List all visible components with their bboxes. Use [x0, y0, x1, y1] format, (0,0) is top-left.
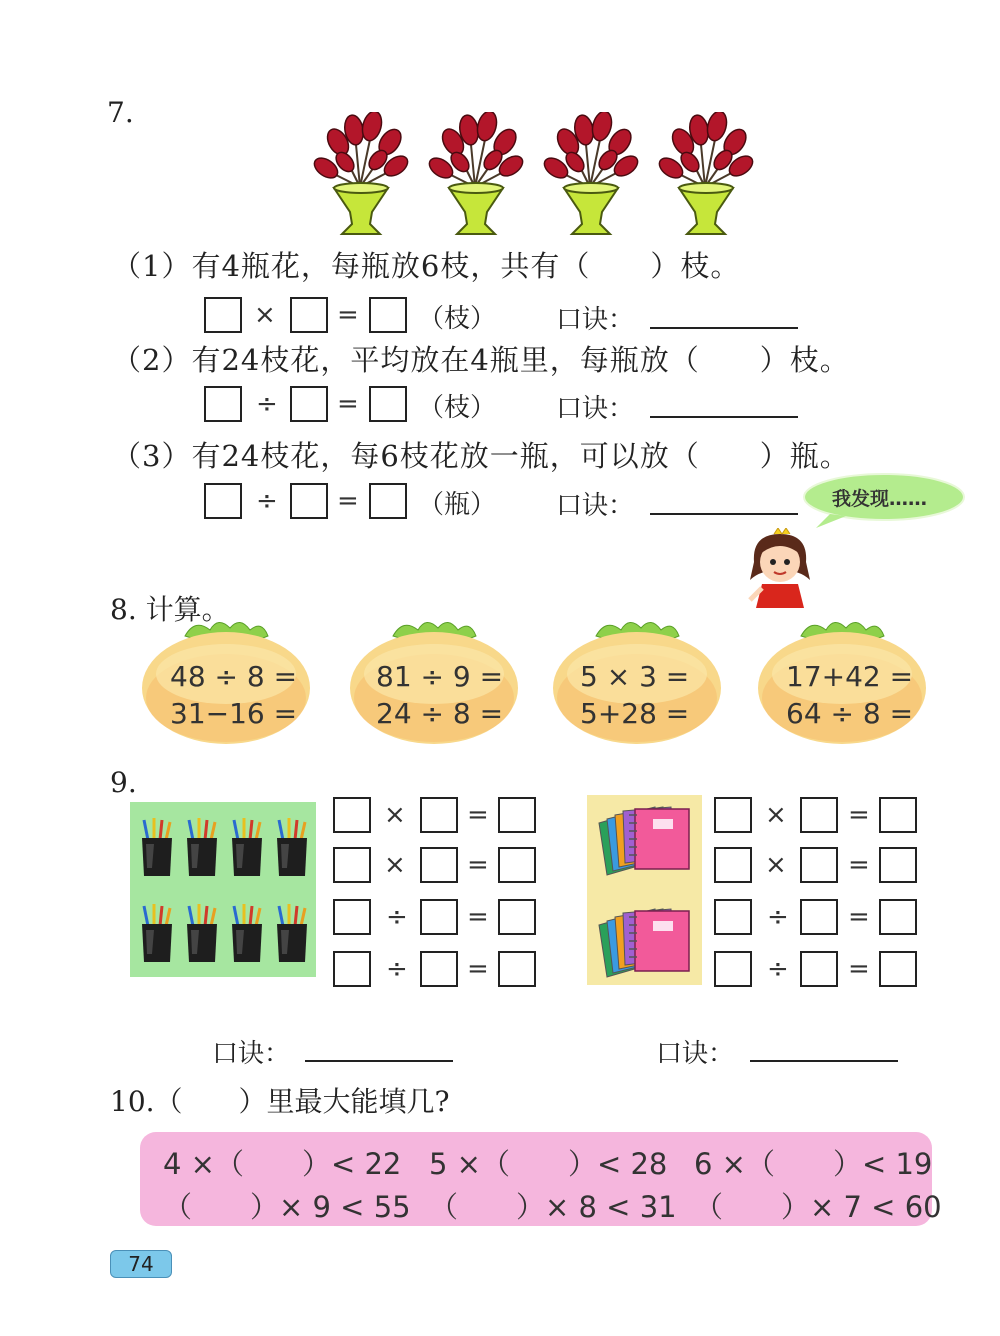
inequality-item: （ ）× 9 < 55 — [163, 1190, 411, 1224]
answer-box[interactable] — [498, 847, 536, 883]
answer-box[interactable] — [879, 951, 917, 987]
answer-box[interactable] — [420, 847, 458, 883]
answer-box[interactable] — [800, 797, 838, 833]
divide-sign: ÷ — [386, 902, 408, 932]
page-number: 74 — [110, 1250, 172, 1278]
answer-box[interactable] — [204, 386, 242, 422]
question-8-title: 8. 计算。 — [110, 593, 230, 626]
calc-item: 48 ÷ 8 = — [170, 660, 298, 693]
inequality-item: （ ）× 8 < 31 — [429, 1190, 677, 1224]
calc-item: 5 × 3 = — [580, 660, 690, 693]
multiply-sign: × — [384, 850, 406, 880]
calc-item: 5+28 = — [580, 697, 690, 730]
girl-character — [740, 528, 820, 608]
inequality-item: 6 ×（ ）< 19 — [694, 1147, 933, 1181]
equals-sign: = — [467, 800, 489, 830]
equals-sign: = — [467, 850, 489, 880]
multiply-sign: × — [765, 850, 787, 880]
equals-sign: = — [467, 954, 489, 984]
answer-box[interactable] — [290, 483, 328, 519]
inequality-item: 5 ×（ ）< 28 — [429, 1147, 668, 1181]
flower-vases-illustration — [300, 112, 760, 242]
equals-sign: = — [337, 300, 359, 330]
answer-box[interactable] — [498, 797, 536, 833]
answer-box[interactable] — [714, 951, 752, 987]
divide-sign: ÷ — [256, 486, 278, 516]
question-10-title: 10.（ ）里最大能填几? — [110, 1085, 450, 1118]
answer-box[interactable] — [714, 899, 752, 935]
koujue-label: 口诀： — [556, 394, 635, 424]
answer-box[interactable] — [714, 847, 752, 883]
answer-box[interactable] — [290, 297, 328, 333]
koujue-blank[interactable] — [750, 1060, 898, 1062]
answer-box[interactable] — [800, 899, 838, 935]
equals-sign: = — [848, 800, 870, 830]
bubble-text: 我发现…… — [832, 488, 928, 510]
koujue-blank[interactable] — [650, 416, 798, 418]
inequality-item: 4 ×（ ）< 22 — [163, 1147, 402, 1181]
answer-box[interactable] — [369, 297, 407, 333]
equals-sign: = — [848, 902, 870, 932]
question-7-part-1: （1）有4瓶花，每瓶放6枝，共有（ ）枝。 — [112, 249, 741, 283]
answer-box[interactable] — [204, 483, 242, 519]
question-7-part-2: （2）有24枝花，平均放在4瓶里，每瓶放（ ）枝。 — [112, 343, 850, 377]
answer-box[interactable] — [420, 797, 458, 833]
answer-box[interactable] — [333, 797, 371, 833]
multiply-sign: × — [254, 300, 276, 330]
unit-label: （瓶） — [418, 490, 497, 520]
question-7-part-3: （3）有24枝花，每6枝花放一瓶，可以放（ ）瓶。 — [112, 439, 850, 473]
unit-label: （枝） — [418, 304, 497, 334]
pen-holders-illustration — [130, 802, 316, 977]
equals-sign: = — [337, 389, 359, 419]
koujue-label: 口诀： — [212, 1039, 291, 1069]
answer-box[interactable] — [333, 847, 371, 883]
equals-sign: = — [467, 902, 489, 932]
answer-box[interactable] — [498, 951, 536, 987]
calc-item: 31−16 = — [170, 697, 298, 730]
answer-box[interactable] — [290, 386, 328, 422]
notebooks-illustration — [587, 795, 702, 985]
multiply-sign: × — [384, 800, 406, 830]
divide-sign: ÷ — [767, 954, 789, 984]
koujue-label: 口诀： — [656, 1039, 735, 1069]
answer-box[interactable] — [800, 847, 838, 883]
answer-box[interactable] — [333, 899, 371, 935]
answer-box[interactable] — [800, 951, 838, 987]
multiply-sign: × — [765, 800, 787, 830]
answer-box[interactable] — [369, 483, 407, 519]
divide-sign: ÷ — [767, 902, 789, 932]
calc-item: 24 ÷ 8 = — [376, 697, 504, 730]
divide-sign: ÷ — [256, 389, 278, 419]
answer-box[interactable] — [879, 797, 917, 833]
answer-box[interactable] — [879, 899, 917, 935]
equals-sign: = — [848, 850, 870, 880]
unit-label: （枝） — [418, 393, 497, 423]
answer-box[interactable] — [369, 386, 407, 422]
koujue-label: 口诀： — [556, 305, 635, 335]
koujue-blank[interactable] — [650, 327, 798, 329]
question-9-number: 9. — [110, 766, 137, 799]
calc-item: 81 ÷ 9 = — [376, 660, 504, 693]
koujue-blank[interactable] — [650, 513, 798, 515]
question-7-number: 7. — [107, 96, 134, 129]
answer-box[interactable] — [333, 951, 371, 987]
answer-box[interactable] — [420, 951, 458, 987]
answer-box[interactable] — [879, 847, 917, 883]
calc-item: 17+42 = — [786, 660, 914, 693]
calc-item: 64 ÷ 8 = — [786, 697, 914, 730]
equals-sign: = — [337, 486, 359, 516]
answer-box[interactable] — [420, 899, 458, 935]
koujue-label: 口诀： — [556, 491, 635, 521]
answer-box[interactable] — [204, 297, 242, 333]
koujue-blank[interactable] — [305, 1060, 453, 1062]
answer-box[interactable] — [498, 899, 536, 935]
divide-sign: ÷ — [386, 954, 408, 984]
answer-box[interactable] — [714, 797, 752, 833]
inequality-item: （ ）× 7 < 60 — [694, 1190, 942, 1224]
equals-sign: = — [848, 954, 870, 984]
